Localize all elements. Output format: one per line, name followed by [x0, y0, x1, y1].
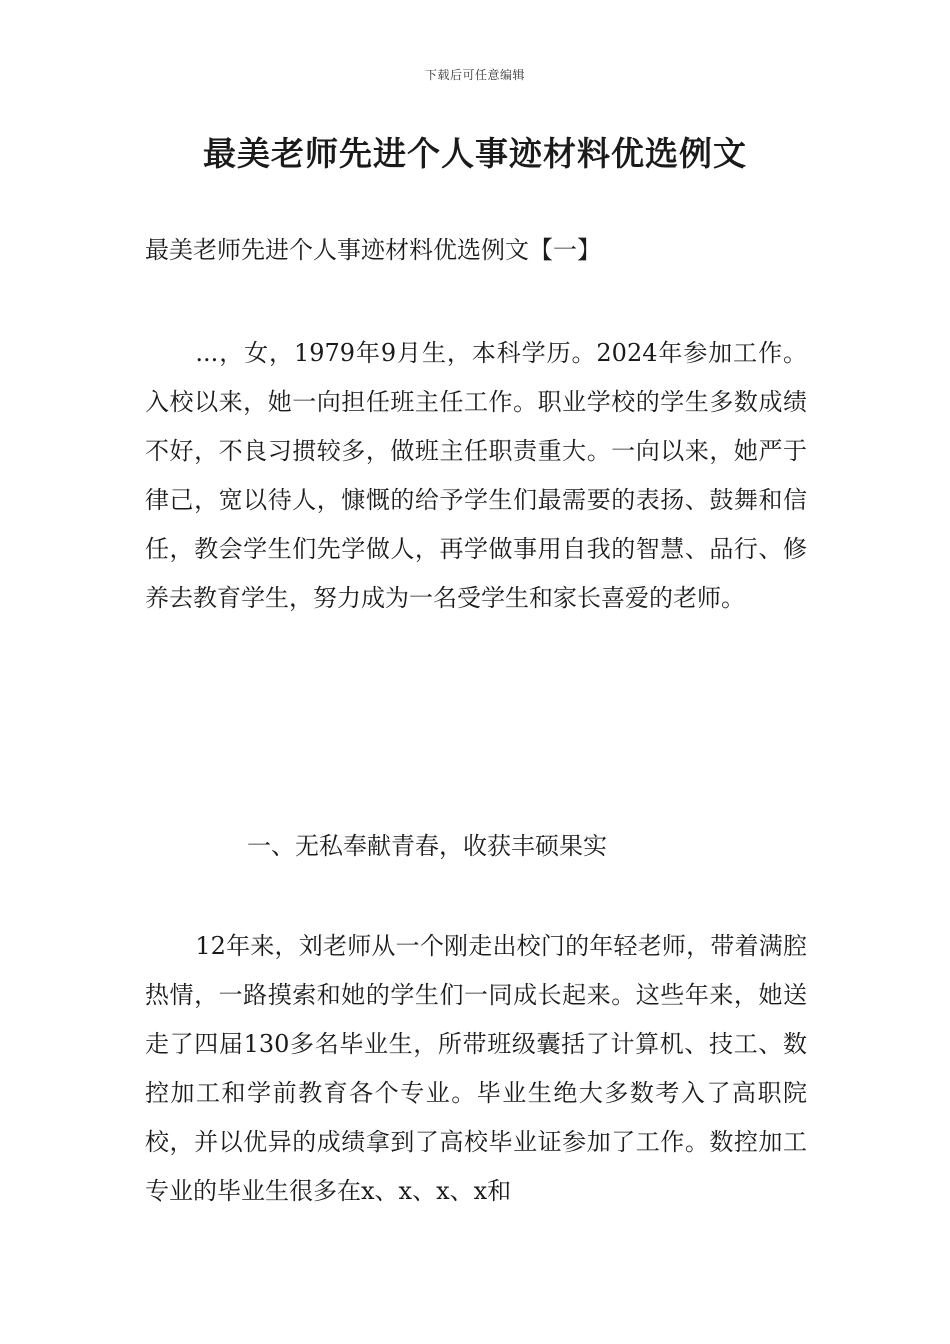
- subheading-1: 一、无私奉献青春，收获丰硕果实: [247, 832, 607, 860]
- section-heading: 最美老师先进个人事迹材料优选例文【一】: [145, 236, 601, 264]
- paragraph-achievements: 12年来，刘老师从一个刚走出校门的年轻老师，带着满腔热情，一路摸索和她的学生们一同成长起来。这些年来，她送走了四届130多名毕业生，所带班级囊括了计算机、技工、数控加工和学前教育各个专业。毕业生绝大多数考入了高职院校，并以优异的成绩拿到了高校毕业证参加了工作。数控加工专业的毕业生很多在x、x、x、x和: [145, 932, 807, 1205]
- paragraph-intro: ...，女，1979年9月生，本科学历。2024年参加工作。入校以来，她一向担任班主任工作。职业学校的学生多数成绩不好，不良习掼较多，做班主任职责重大。一向以来，她严于律己，宽以待人，慷慨的给予学生们最需要的表扬、鼓舞和信任，教会学生们先学做人，再学做事用自我的智慧、品行、修养去教育学生，努力成为一名受学生和家长喜爱的老师。: [145, 339, 807, 612]
- document-title: 最美老师先进个人事迹材料优选例文: [203, 134, 747, 173]
- header-note: 下载后可任意编辑: [424, 68, 525, 82]
